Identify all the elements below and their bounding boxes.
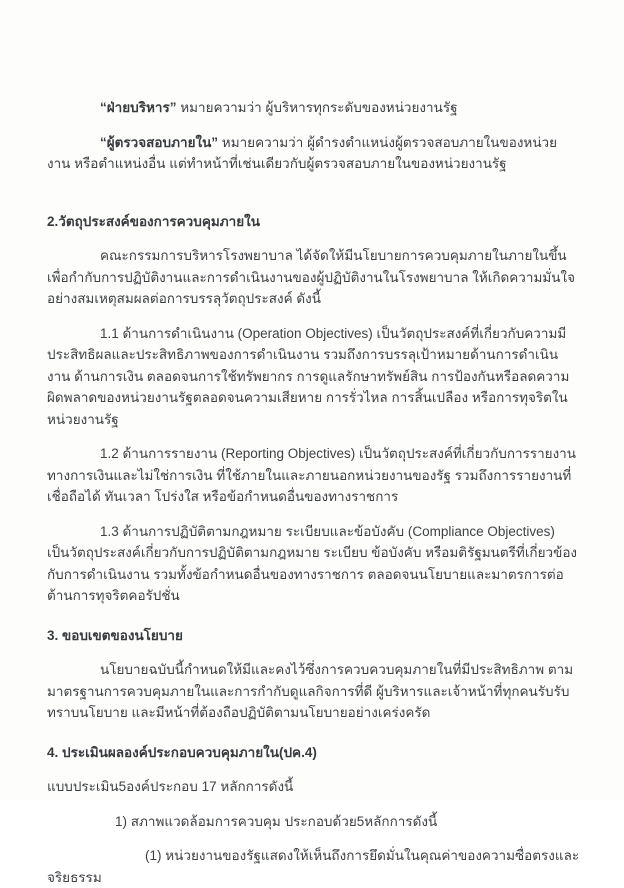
objective-1-3: 1.3 ด้านการปฏิบัติตามกฎหมาย ระเบียบและข้อบังคับ (Compliance Objectives) เป็นวัตถุประสงค์เกี่ยวกับการปฏิบัติตามกฎหมาย ระเบียบ ข้อบังคับ หรือมติรัฐมนตรีที่เกี่ยวข้องกับการดำเนินงาน รวมทั้งข้อกำหนดอื่นของทางราชการ ตลอดจนนโยบายและมาตรการต่อต้านการทุจริตคอรัปชั่น <box>47 523 578 603</box>
definition-management-term: “ฝ่ายบริหาร” <box>100 100 177 115</box>
objective-1-2: 1.2 ด้านการรายงาน (Reporting Objectives) เป็นวัตถุประสงค์ที่เกี่ยวกับการรายงานทางการเงินและไม่ใช่การเงิน ที่ใช้ภายในและภายนอกหน่วยงานของรัฐ รวมถึงการรายงานที่เชื่อถือได้ ทันเวลา โปร่งใส หรือข้อกำหนดอื่นของทางราชการ <box>47 446 576 504</box>
section-2-intro: คณะกรรมการบริหารโรงพยาบาล ได้จัดให้มีนโยบายการควบคุมภายในภายในขึ้นเพื่อกำกับการปฏิบัติงานและการดำเนินงานของผู้ปฏิบัติงานในโรงพยาบาล ให้เกิดความมั่นใจอย่างสมเหตุสมผลต่อการบรรลุวัตถุประสงค์ ดังนี้ <box>47 248 575 306</box>
section-4-assessment-line: แบบประเมิน5องค์ประกอบ 17 หลักการดังนี้ <box>47 779 294 794</box>
spacer <box>47 188 580 193</box>
section-4-component-1: 1) สภาพแวดล้อมการควบคุม ประกอบด้วย5หลักการดังนี้ <box>115 813 438 829</box>
definition-management <box>47 97 580 119</box>
section-3-heading: 3. ขอบเขตของนโยบาย <box>47 627 183 643</box>
section-3-body: นโยบายฉบับนี้กำหนดให้มีและคงไว้ซึ่งการควบควบคุมภายในที่มีประสิทธิภาพ ตามมาตรฐานการควบคุมภายในและการกำกับดูแลกิจการที่ดี ผู้บริหารและเจ้าหน้าที่ทุกคนรับรับทราบนโยบาย และมีหน้าที่ต้องถือปฏิบัติตามนโยบายอย่างเคร่งครัด <box>47 662 574 720</box>
definition-internal-auditor-term: “ผู้ตรวจสอบภายใน” <box>100 134 219 150</box>
section-4-component-1-principle-1: (1) หน่วยงานของรัฐแสดงให้เห็นถึงการยึดมั่นในคุณค่าของความซื่อตรงและจริยธรรม <box>47 848 580 885</box>
objective-1-1: 1.1 ด้านการดำเนินงาน (Operation Objectives) เป็นวัตถุประสงค์ที่เกี่ยวกับความมีประสิทธิผลและประสิทธิภาพของการดำเนินงาน รวมถึงการบรรลุเป้าหมายด้านการดำเนินงาน ด้านการเงิน ตลอดจนการใช้ทรัพยากร การดูแลรักษาทรัพย์สิน การป้องกันหรือลดความผิดพลาดของหน่วยงานรัฐตลอดจนความเสียหาย การรั่วไหล การสิ้นเปลือง หรือการทุจริตในหน่วยงานรัฐ <box>47 325 570 427</box>
section-2-heading: 2.วัตถุประสงค์ของการควบคุมภายใน <box>47 213 260 229</box>
section-4-heading: 4. ประเมินผลองค์ประกอบควบคุมภายใน(ปค.4) <box>47 744 317 760</box>
definition-internal-auditor <box>47 132 580 175</box>
definition-management-body: หมายความว่า ผู้บริหารทุกระดับของหน่วยงานรัฐ <box>176 100 458 115</box>
definition-internal-auditor-body: หมายความว่า ผู้ดำรงตำแหน่งผู้ตรวจสอบภายในของหน่วยงาน หรือตำแหน่งอื่น แต่ทำหน้าที่เช่นเดียวกับผู้ตรวจสอบภายในของหน่วยงานรัฐ <box>47 134 558 171</box>
